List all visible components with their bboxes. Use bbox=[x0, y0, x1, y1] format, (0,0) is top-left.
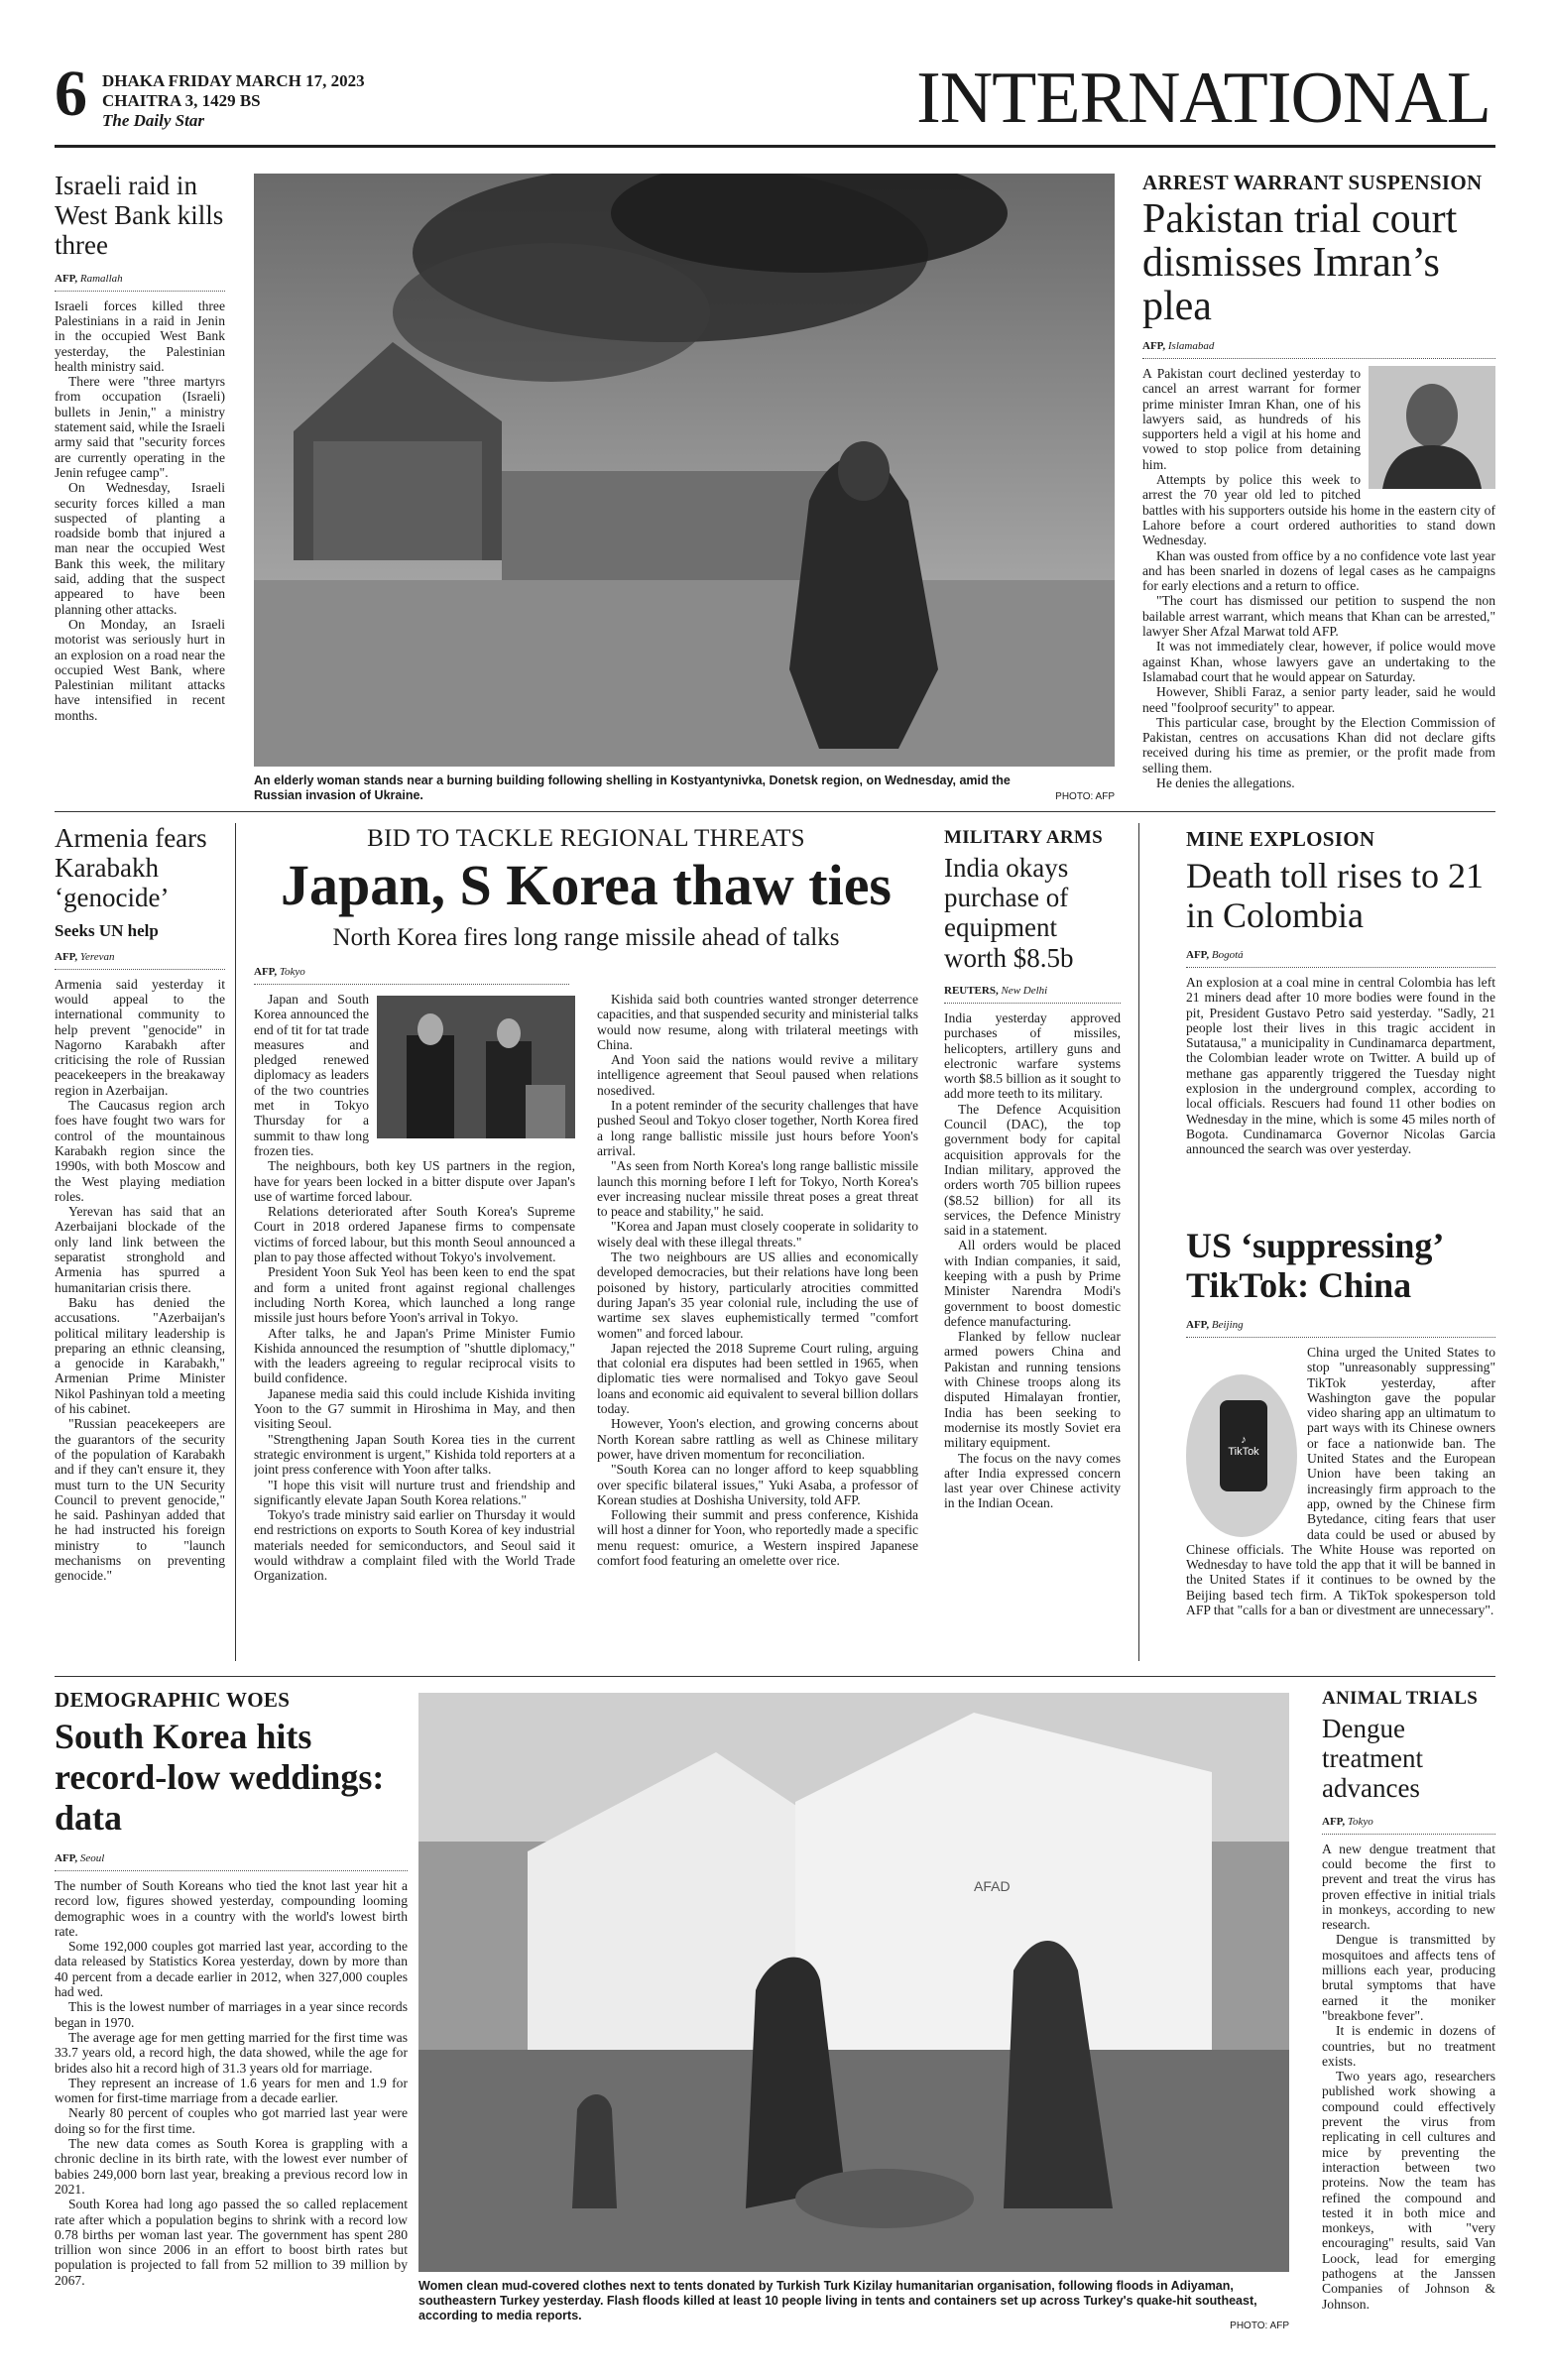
photo-caption: Women clean mud-covered clothes next to tents donated by Turkish Turk Kizilay humanitarian organisation, following floods in Adiyaman, southeastern Turkey yesterday. Flash floods killed at least 10 people living in tents and containers set up across Turkey's quake-hit southeast, according to media reports. bbox=[418, 2279, 1257, 2322]
turkey-flood-image bbox=[418, 1693, 1289, 2272]
article-japan bbox=[254, 825, 918, 1663]
article-body: A Pakistan court declined yesterday to cancel an arrest warrant for former prime minister Imran Khan, one of his lawyers said, as hundreds of his supporters held a vigil at his home and vowed to stop police from detaining him. Attempts by police this week to arrest the 70 year old led to pitched battles with his supporters outside his home in the eastern city of Lahore before a court ordered authorities to stand down Wednesday. Khan was ousted from office by a no confidence vote last year and has been snarled in dozens of legal cases as he campaigns for early elections and a return to office. "The court has dismissed our petition to suspend the non bailable arrest warrant, which means that Khan can be arrested," lawyer Sher Afzal Marwat told AFP. It was not immediately clear, however, if police would move against Khan, whose lawyers gave an undertaking to the Islamabad court that he would appear on Saturday. However, Shibli Faraz, a senior party leader, said he would need "foolproof security" to appear. This particular case, brought by the Election Commission of Pakistan, centres on accusations Khan did not declare gifts received during his time as premier, or the profit made from selling them. He denies the allegations. bbox=[1142, 366, 1495, 791]
turkey-flood-photo bbox=[418, 1693, 1289, 2272]
article-tiktok bbox=[1186, 1226, 1495, 1662]
byline: AFP, Ramallah bbox=[55, 273, 225, 292]
headline: Japan, S Korea thaw ties bbox=[280, 853, 893, 917]
paper-logo: The Daily Star bbox=[102, 111, 204, 130]
kicker: ARREST WARRANT SUSPENSION bbox=[1142, 171, 1483, 194]
subhead: North Korea fires long range missile ahead of talks bbox=[332, 924, 840, 951]
byline: AFP, Yerevan bbox=[55, 951, 225, 970]
article-korea-weddings bbox=[55, 1688, 408, 2342]
column-rule bbox=[1138, 823, 1139, 1661]
dateline: DHAKA FRIDAY MARCH 17, 2023 bbox=[102, 71, 365, 90]
headline: Armenia fears Karabakh ‘genocide’ bbox=[55, 823, 207, 913]
kicker: MINE EXPLOSION bbox=[1186, 827, 1375, 851]
masthead-dateline-block bbox=[102, 71, 365, 131]
article-body: China urged the United States to stop "unreasonably suppressing" TikTok yesterday, after Washington gave the popular video sharing app an ultimatum to part ways with its Chinese owners or face a nationwide ban. The United States and the European Union have been taking an increasingly firm approach to the app, owned by the Chinese firm Bytedance, citing fears that user data could be used or abused by Chinese officials. The White House was reported on Wednesday to have told the app that it will be banned in the United States if it continues to be owned by the Beijing based tech firm. A TikTok spokesperson told AFP that "calls for a ban or divestment are unnecessary". bbox=[1186, 1345, 1495, 1618]
subhead: Seeks UN help bbox=[55, 920, 159, 940]
byline: AFP, Tokyo bbox=[1322, 1816, 1495, 1835]
page-number: 6 bbox=[55, 61, 87, 127]
article-pakistan bbox=[1142, 171, 1495, 805]
article-body: Israeli forces killed three Palestinians in a raid in Jenin in the occupied West Bank yesterday, the Palestinian health ministry said. There were "three martyrs from occupation (Israeli) bullets in Jenin," a ministry statement said, while the Israeli army said that "security forces are currently operating in the Jenin refugee camp". On Wednesday, Israeli security forces killed a man suspected of planting a roadside bomb that injured a man near the occupied West Bank this week, the military said, adding that the suspect appeared to have been planning other attacks. On Monday, an Israeli motorist was seriously hurt in an explosion on a road near the occupied West Bank, where Palestinian militant attacks have intensified in recent months. bbox=[55, 298, 225, 723]
masthead-rule bbox=[55, 145, 1495, 148]
headline: Israeli raid in West Bank kills three bbox=[55, 171, 224, 261]
article-body: A new dengue treatment that could become the first to prevent and treat the virus has proven effective in initial trials in monkeys, according to new research. Dengue is transmitted by mosquitoes and affects tens of millions each year, producing brutal symptoms that have earned it the moniker "breakbone fever". It is endemic in dozens of countries, but no treatment exists. Two years ago, researchers published work showing a compound could effectively prevent the virus from replicating in cell cultures and mice by preventing the interaction between two proteins. Now the team has refined the compound and tested it in both mice and monkeys, with "very encouraging" results, said Van Loock, lead for emerging pathogens at the Janssen Companies of Johnson & Johnson. bbox=[1322, 1841, 1495, 2312]
kicker: ANIMAL TRIALS bbox=[1322, 1688, 1479, 1709]
leaders-image bbox=[377, 996, 575, 1138]
column-rule bbox=[235, 823, 236, 1661]
article-body: The number of South Koreans who tied the knot last year hit a record low, figures showed yesterday, compounding looming demographic woes in a country with the world's lowest birth rate. Some 192,000 couples got married last year, according to the data released by Statistics Korea yesterday, down by more than 40 percent from a decade earlier in 2012, when 327,000 couples had wed. This is the lowest number of marriages in a year since records began in 1970. The average age for men getting married for the first time was 33.7 years old, a record high, the data showed, while the age for brides also hit a record high of 31.3 years old for marriage. They represent an increase of 1.6 years for men and 1.9 for women for first-time marriage from a decade earlier. Nearly 80 percent of couples who got married last year were doing so for the first time. The new data comes as South Korea is grappling with a chronic decline in its birth rate, with the lowest ever number of babies 249,000 born last year, breaking a previous record low in 2021. South Korea had long ago passed the so called replacement rate after which a population begins to shrink with a record low 0.78 births per woman last year. The government has spent 280 trillion won since 2006 in an effort to boost birth rates but population is projected to fall from 52 million to 39 million by 2067. bbox=[55, 1878, 408, 2288]
article-israel bbox=[55, 171, 225, 795]
phone-shape bbox=[1220, 1400, 1267, 1491]
byline: AFP, Bogotá bbox=[1186, 949, 1495, 968]
headline: Dengue treatment advances bbox=[1322, 1714, 1423, 1804]
photo-credit: PHOTO: AFP bbox=[1230, 2320, 1289, 2331]
article-body: India yesterday approved purchases of missiles, helicopters, artillery guns and electronic warfare systems worth $8.5 billion as it sought to add more teeth to its military. The Defence Acquisition Council (DAC), the top government body for capital acquisition approvals for the Indian military, approved the orders worth 705 billion rupees ($8.52 billion) for all its services, the Defence Ministry said in a statement. All orders would be placed with Indian companies, it said, keeping with a push by Prime Minister Narendra Modi's government to boost domestic defence manufacturing. Flanked by fellow nuclear armed powers China and Pakistan and running tensions with Chinese troops along its disputed Himalayan frontier, India has been seeking to modernise its mostly Soviet era military equipment. The focus on the navy comes after India expressed concern last year over Chinese activity in the Indian Ocean. bbox=[944, 1010, 1121, 1511]
article-body: Japan and South Korea announced the end of tit for tat trade measures and pledged renewed diplomacy as leaders of the two countries met in Tokyo Thursday for a summit to thaw long frozen ties. The neighbours, both key US partners in the region, have for years been locked in a bitter dispute over Japan's use of wartime forced labour. Relations deteriorated after South Korea's Supreme Court in 2018 ordered Japanese firms to compensate victims of forced labour, but this month Seoul announced a plan to pay those affected without Tokyo's involvement. President Yoon Suk Yeol has been keen to end the spat and form a united front against regional challenges including North Korea, which launched a long range missile just hours before Yoon's arrival in Tokyo. After talks, he and Japan's Prime Minister Fumio Kishida announced the resumption of "shuttle diplomacy," with the leaders agreeing to regular reciprocal visits to build confidence. Japanese media said this could include Kishida inviting Yoon to the G7 summit in Hiroshima in May, and then visiting Seoul. "Strengthening Japan South Korea ties in the current strategic environment is urgent," Kishida told reporters at a joint press conference with Yoon after talks. "I hope this visit will nurture trust and friendship and significantly elevate Japan South Korea relations." Tokyo's trade ministry said earlier on Thursday it would end restrictions on exports to South Korea of key industrial materials needed for semiconductors, and Seoul said it would withdraw a complaint filed with the World Trade Organization. Kishida said both countries wanted stronger deterrence capacities, and that suspended security and ministerial talks would now resume, along with trilateral meetings with China. And Yoon said the nations would revive a military intelligence agreement that Seoul paused when relations nosedived. In a potent reminder of the security challenges that have pushed Seoul and Tokyo closer together, North Korea fired a long range ballistic missile just hours before Yoon's arrival. "As seen from North Korea's long range ballistic missile launch this morning before I left for Tokyo, North Korea's ever increasing nuclear missile threat poses a great threat to peace and stability," he said. "Korea and Japan must closely cooperate in solidarity to wisely deal with these illegal threats." The two neighbours are US allies and economically developed democracies, but their relations have long been poisoned by history, particularly atrocities committed during Japan's 35 year colonial rule, including the use of wartime sex slaves euphemistically termed "comfort women" and forced labour. Japan rejected the 2018 Supreme Court ruling, arguing that colonial era disputes had been settled in 1965, when diplomatic ties were normalised and Tokyo gave Seoul loans and economic aid equivalent to several billion dollars today. However, Yoon's election, and growing concerns about North Korean sabre rattling as well as Chinese military power, have driven momentum for reconciliation. "South Korea can no longer afford to keep squabbling over specific bilateral issues," Yuki Asaba, a professor of Korean studies at Doshisha University, told AFP. Following their summit and press conference, Kishida will host a dinner for Yoon, who reportedly made a specific menu request: omurice, a Western inspired Japanese comfort food featuring an omelette over rice. bbox=[254, 992, 918, 1584]
tiktok-logo-icon: ♪ bbox=[1241, 1434, 1247, 1446]
kicker: BID TO TACKLE REGIONAL THREATS bbox=[367, 825, 805, 852]
section-divider bbox=[55, 811, 1495, 812]
article-body: Armenia said yesterday it would appeal to the international community to help prevent "genocide" in Nagorno Karabakh after criticising the role of Russian peacekeepers in the breakaway region in Azerbaijan. The Caucasus region arch foes have fought two wars for control of the mountainous Karabakh region since the 1990s, with both Moscow and the West playing mediation roles. Yerevan has said that an Azerbaijani blockade of the only land link between the separatist stronghold and Armenia has spurred a humanitarian crisis there. Baku has denied the accusations. "Azerbaijan's political military leadership is preparing an ethnic cleansing, a genocide in Karabakh," Armenian Prime Minister Nikol Pashinyan told a meeting of his cabinet. "Russian peacekeepers are the guarantors of the security of the population of Karabakh and if they can't ensure it, they must turn to the UN Security Council to prevent genocide," he said. Pashinyan added that he had instructed his foreign ministry to "launch mechanisms on preventing genocide." bbox=[55, 976, 225, 1584]
byline: AFP, Islamabad bbox=[1142, 340, 1495, 359]
bangla-date: CHAITRA 3, 1429 BS bbox=[102, 91, 261, 110]
ukraine-photo bbox=[254, 174, 1115, 767]
kicker: DEMOGRAPHIC WOES bbox=[55, 1688, 291, 1712]
headline: South Korea hits record-low weddings: data bbox=[55, 1717, 385, 1838]
section-title: INTERNATIONAL bbox=[916, 61, 1490, 135]
headline: Pakistan trial court dismisses Imran’s plea bbox=[1142, 196, 1458, 329]
article-armenia bbox=[55, 823, 225, 1661]
headline: US ‘suppressing’ TikTok: China bbox=[1186, 1226, 1442, 1305]
byline: AFP, Tokyo bbox=[254, 966, 569, 985]
ukraine-photo-image bbox=[254, 174, 1115, 767]
section-divider bbox=[55, 1676, 1495, 1677]
portrait-image bbox=[1369, 366, 1495, 489]
article-india bbox=[944, 827, 1121, 1660]
photo-credit: PHOTO: AFP bbox=[1055, 791, 1115, 802]
japan-korea-photo bbox=[377, 996, 575, 1138]
byline: AFP, Seoul bbox=[55, 1852, 408, 1871]
headline: India okays purchase of equipment worth $8.5b bbox=[944, 853, 1074, 973]
kicker: MILITARY ARMS bbox=[944, 827, 1103, 848]
byline: AFP, Beijing bbox=[1186, 1319, 1495, 1338]
tent-text: AFAD bbox=[974, 1878, 1011, 1894]
app-label: TikTok bbox=[1228, 1446, 1259, 1458]
photo-caption: An elderly woman stands near a burning building following shelling in Kostyantynivka, Donetsk region, on Wednesday, amid the Russian invasion of Ukraine. bbox=[254, 774, 1011, 802]
article-dengue bbox=[1322, 1688, 1495, 2342]
imran-khan-photo bbox=[1369, 366, 1495, 489]
article-body: An explosion at a coal mine in central Colombia has left 21 miners dead after 10 more bodies were found in the pit, President Gustavo Petro said yesterday. "Sadly, 21 people lost their lives in this tragic accident in Sutatausa," a municipality in Cundinamarca department, the Colombian leader wrote on Twitter. A build up of methane gas apparently triggered the Tuesday night explosion in the underground complex, according to local officials. Rescuers had found 11 other bodies on Wednesday in the mine, which is some 45 miles north of Bogota. Cundinamarca Governor Nicolas Garcia announced the search was over yesterday. bbox=[1186, 975, 1495, 1157]
headline: Death toll rises to 21 in Colombia bbox=[1186, 856, 1484, 935]
tiktok-phone-photo bbox=[1186, 1374, 1297, 1537]
byline: REUTERS, New Delhi bbox=[944, 985, 1121, 1004]
article-colombia bbox=[1186, 827, 1495, 1224]
